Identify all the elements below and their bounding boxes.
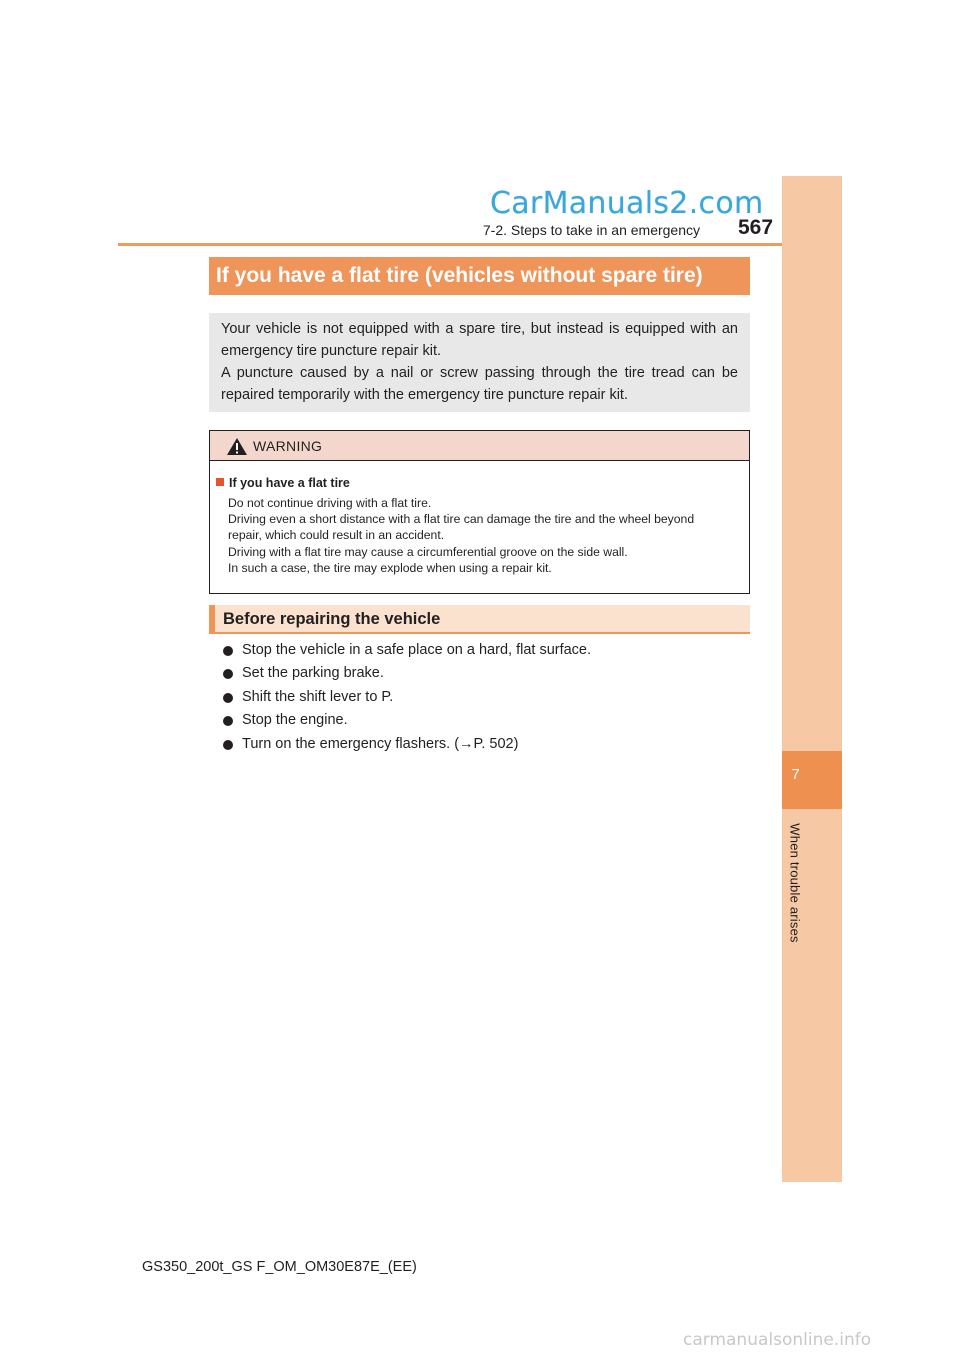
document-code: GS350_200t_GS F_OM_OM30E87E_(EE) [142, 1259, 417, 1275]
intro-box [209, 313, 750, 412]
warning-line: repair, which could result in an accident. [228, 528, 445, 543]
bullet-icon [223, 740, 233, 750]
list-item-text[interactable]: Turn on the emergency flashers. (→P. 502) [242, 735, 519, 752]
warning-subheading-text: If you have a flat tire [229, 476, 350, 490]
list-item [222, 686, 591, 709]
warning-line: Do not continue driving with a flat tire. [228, 496, 432, 510]
bullet-icon [223, 693, 233, 703]
chapter-title-text: When trouble arises [787, 823, 803, 943]
page-title: If you have a flat tire (vehicles without spare tire) [209, 257, 750, 295]
warning-subheading [216, 474, 350, 492]
warning-line: Driving even a short distance with a flat tire can damage the tire and the wheel beyond [228, 512, 695, 527]
intro-paragraph: A puncture caused by a nail or screw passing through the tire tread can be repaired temporarily with the emergency tire puncture repair kit. [221, 365, 738, 403]
list-item [222, 709, 591, 732]
list-item [222, 639, 591, 662]
bullet-icon [223, 716, 233, 726]
page-number: 567 [738, 216, 774, 239]
chapter-title [785, 818, 805, 948]
list-item [222, 733, 591, 756]
side-tab [782, 176, 842, 1182]
bullet-icon [223, 669, 233, 679]
list-item-text: Set the parking brake. [242, 665, 384, 682]
warning-body [228, 495, 743, 576]
section-title: 7-2. Steps to take in an emergency [482, 222, 700, 238]
list-item [222, 662, 591, 685]
carmanuals-logo: CarManuals2.com [490, 186, 764, 221]
warning-box [209, 430, 750, 594]
warning-line: Driving with a flat tire may cause a circumferential groove on the side wall. [228, 544, 628, 559]
list-item-text: Stop the vehicle in a safe place on a hard, flat surface. [242, 642, 592, 658]
warning-line: In such a case, the tire may explode when using a repair kit. [228, 560, 552, 575]
warning-header [210, 431, 749, 461]
chapter-number: 7 [791, 766, 800, 783]
section-heading: Before repairing the vehicle [209, 605, 750, 634]
header-rule [118, 243, 842, 246]
carmanualsonline-logo: carmanualsonline.info [683, 1330, 872, 1350]
warning-label: WARNING [253, 438, 323, 454]
list-item-text: Stop the engine. [242, 712, 348, 729]
square-bullet-icon [216, 478, 224, 486]
warning-triangle-icon [226, 437, 248, 456]
intro-paragraph: Your vehicle is not equipped with a spare tire, but instead is equipped with an emergency tire puncture repair kit. [221, 321, 738, 359]
bullet-list [222, 639, 591, 756]
bullet-icon [223, 646, 233, 656]
list-item-text: Shift the shift lever to P. [242, 688, 394, 705]
